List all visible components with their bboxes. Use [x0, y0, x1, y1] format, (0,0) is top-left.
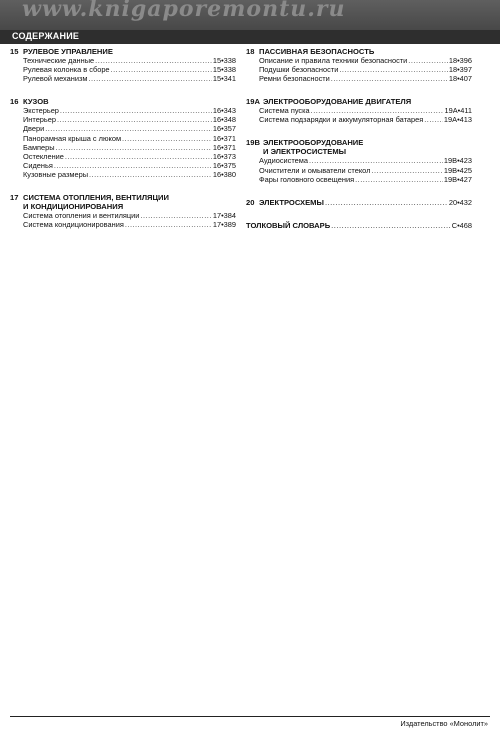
leader-dots	[325, 198, 448, 207]
toc-section-15	[10, 47, 236, 83]
toc-entry[interactable]	[246, 166, 472, 175]
entry-page: С•468	[451, 220, 472, 230]
leader-dots	[95, 56, 212, 65]
leader-dots	[331, 74, 448, 83]
section-heading	[10, 193, 236, 211]
leader-dots	[45, 124, 212, 133]
leader-dots	[424, 115, 443, 124]
section-number: 19В	[246, 138, 260, 148]
entry-page: 16•343	[212, 106, 236, 116]
entry-text: Ремни безопасности	[259, 74, 330, 84]
entry-page: 20•432	[448, 197, 472, 207]
section-heading	[10, 47, 236, 56]
toc-entry[interactable]	[246, 156, 472, 165]
toc-entry[interactable]	[246, 56, 472, 65]
section-heading	[246, 221, 472, 230]
entry-text: Аудиосистема	[259, 156, 308, 166]
section-number: 17	[10, 193, 19, 203]
section-heading	[246, 138, 472, 156]
toc-left-column	[10, 47, 236, 243]
toc-section-glossary[interactable]	[246, 221, 472, 230]
toc-entry[interactable]	[10, 161, 236, 170]
section-title: РУЛЕВОЕ УПРАВЛЕНИЕ	[23, 47, 113, 56]
toc-section-18	[246, 47, 472, 83]
section-number: 16	[10, 97, 19, 107]
toc-entry[interactable]	[10, 211, 236, 220]
entry-page: 19B•423	[443, 156, 472, 166]
toc-entry[interactable]	[10, 115, 236, 124]
page-title: СОДЕРЖАНИЕ	[12, 31, 80, 41]
leader-dots	[371, 166, 443, 175]
toc-right-column	[246, 47, 472, 244]
entry-page: 16•375	[212, 160, 236, 170]
section-heading	[246, 47, 472, 56]
entry-page: 15•341	[212, 74, 236, 84]
entry-text: Система пуска	[259, 106, 310, 116]
toc-entry[interactable]	[246, 115, 472, 124]
section-number: 15	[10, 47, 19, 56]
leader-dots	[355, 175, 443, 184]
section-heading	[10, 97, 236, 106]
toc-entry[interactable]	[10, 134, 236, 143]
entry-text: Бамперы	[23, 142, 55, 152]
section-title	[263, 138, 472, 156]
entry-text: Экстерьер	[23, 106, 59, 116]
section-title: ЭЛЕКТРОСХЕМЫ	[259, 197, 324, 207]
entry-text: Описание и правила техники безопасности	[259, 56, 408, 65]
leader-dots	[140, 211, 211, 220]
section-heading	[246, 97, 472, 106]
leader-dots	[309, 156, 443, 165]
entry-text: Технические данные	[23, 56, 95, 65]
leader-dots	[65, 152, 212, 161]
entry-page: 15•338	[212, 65, 236, 75]
section-title-line: СИСТЕМА ОТОПЛЕНИЯ, ВЕНТИЛЯЦИИ	[23, 193, 169, 203]
leader-dots	[111, 65, 212, 74]
entry-page: 16•371	[212, 133, 236, 143]
leader-dots	[54, 161, 212, 170]
toc-entry[interactable]	[246, 106, 472, 115]
section-title-line: ЭЛЕКТРООБОРУДОВАНИЕ	[263, 138, 364, 148]
section-heading	[246, 198, 472, 207]
section-title: ТОЛКОВЫЙ СЛОВАРЬ	[246, 220, 331, 230]
footer-divider	[10, 716, 490, 717]
toc-entry[interactable]	[10, 124, 236, 133]
entry-text: Двери	[23, 124, 45, 134]
leader-dots	[122, 134, 212, 143]
section-title-bar	[0, 30, 500, 44]
section-title: ЭЛЕКТРООБОРУДОВАНИЕ ДВИГАТЕЛЯ	[263, 97, 412, 107]
section-title	[23, 193, 236, 211]
entry-text: Система кондиционирования	[23, 220, 124, 230]
section-number: 20	[246, 197, 255, 207]
leader-dots	[57, 115, 212, 124]
toc-entry[interactable]	[10, 65, 236, 74]
entry-text: Очистители и омыватели стекол	[259, 165, 371, 175]
toc-entry[interactable]	[10, 152, 236, 161]
entry-page: 19B•427	[443, 174, 472, 184]
section-title-line: И ЭЛЕКТРОСИСТЕМЫ	[263, 147, 347, 157]
leader-dots	[408, 56, 448, 65]
entry-text: Интерьер	[23, 115, 56, 125]
entry-text: Система подзарядки и аккумуляторная батарея	[259, 115, 424, 125]
toc-entry[interactable]	[246, 175, 472, 184]
leader-dots	[331, 221, 451, 230]
toc-entry[interactable]	[10, 220, 236, 229]
entry-page: 16•357	[212, 124, 236, 134]
toc-section-17	[10, 193, 236, 229]
entry-page: 16•373	[212, 151, 236, 161]
entry-text: Рулевая колонка в сборе	[23, 65, 110, 75]
toc-entry[interactable]	[10, 56, 236, 65]
watermark: www.knigaporemontu.ru	[22, 0, 346, 22]
toc-entry[interactable]	[10, 74, 236, 83]
toc-section-16	[10, 97, 236, 179]
toc-section-20[interactable]	[246, 198, 472, 207]
toc-entry[interactable]	[10, 143, 236, 152]
toc-entry[interactable]	[246, 74, 472, 83]
entry-text: Сиденья	[23, 160, 53, 170]
toc-entry[interactable]	[246, 65, 472, 74]
entry-page: 17•384	[212, 211, 236, 221]
leader-dots	[125, 220, 212, 229]
entry-text: Остекление	[23, 151, 64, 161]
entry-page: 16•380	[212, 169, 236, 179]
entry-text: Фары головного освещения	[259, 174, 355, 184]
leader-dots	[56, 143, 212, 152]
entry-text: Система отопления и вентиляции	[23, 211, 140, 221]
entry-page: 16•371	[212, 142, 236, 152]
leader-dots	[311, 106, 444, 115]
entry-text: Подушки безопасности	[259, 65, 339, 75]
section-title-line: И КОНДИЦИОНИРОВАНИЯ	[23, 202, 124, 212]
section-number: 18	[246, 47, 255, 56]
section-title: КУЗОВ	[23, 97, 49, 107]
entry-page: 18•396	[448, 56, 472, 65]
toc-section-19a	[246, 97, 472, 124]
leader-dots	[88, 74, 211, 83]
toc-entry[interactable]	[10, 170, 236, 179]
leader-dots	[60, 106, 212, 115]
entry-text: Рулевой механизм	[23, 74, 88, 84]
entry-text: Панорамная крыша с люком	[23, 133, 122, 143]
entry-page: 18•407	[448, 74, 472, 84]
entry-page: 19B•425	[443, 165, 472, 175]
entry-page: 19A•413	[443, 115, 472, 125]
entry-page: 17•389	[212, 220, 236, 230]
entry-page: 16•348	[212, 115, 236, 125]
toc-section-19b	[246, 138, 472, 183]
entry-text: Кузовные размеры	[23, 169, 89, 179]
publisher-name: Издательство «Монолит»	[400, 719, 488, 728]
leader-dots	[89, 170, 212, 179]
leader-dots	[339, 65, 448, 74]
entry-page: 15•338	[212, 56, 236, 65]
section-number: 19А	[246, 97, 260, 107]
entry-page: 19A•411	[444, 106, 472, 116]
entry-page: 18•397	[448, 65, 472, 75]
section-title: ПАССИВНАЯ БЕЗОПАСНОСТЬ	[259, 47, 375, 56]
toc-entry[interactable]	[10, 106, 236, 115]
